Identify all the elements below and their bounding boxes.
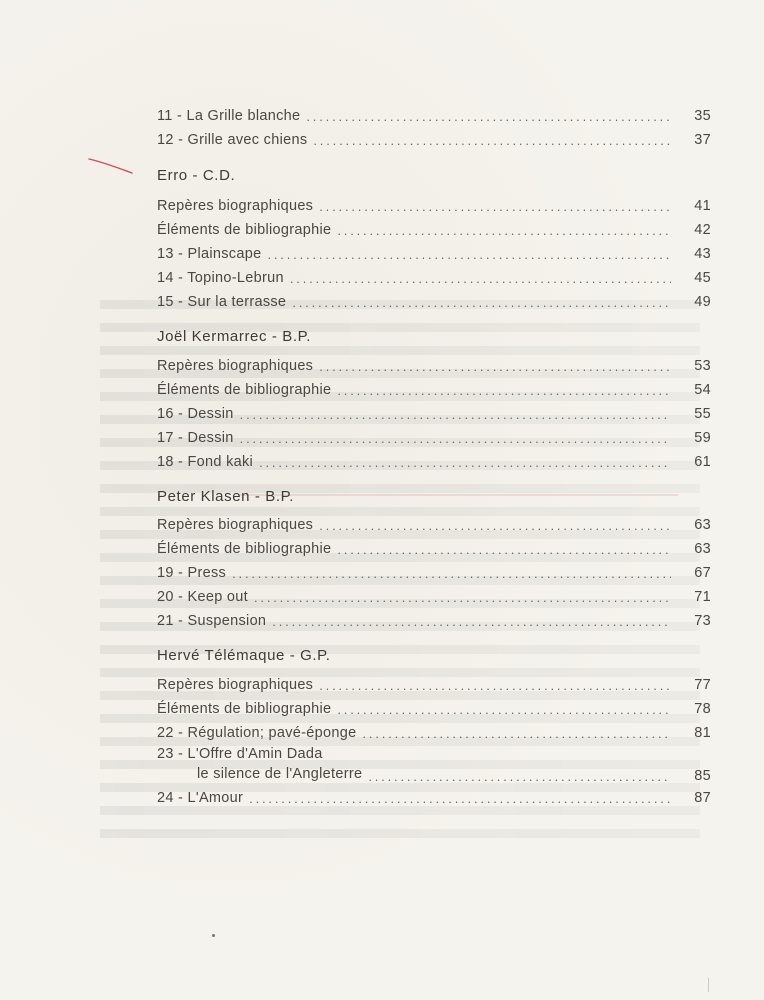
toc-entry: [157, 404, 711, 422]
toc-entry: [157, 220, 711, 238]
toc-entry-page: 87: [694, 790, 711, 806]
toc-entry-title: 17 - Dessin: [157, 430, 234, 446]
toc-entry: [157, 723, 711, 741]
toc-entry-page: 71: [694, 589, 711, 605]
toc-entry-title-line2: le silence de l'Angleterre: [197, 766, 363, 782]
toc-entry: [157, 356, 711, 374]
leader-dots: [337, 384, 671, 398]
toc-entry-page: 45: [694, 270, 711, 286]
leader-dots: [319, 200, 671, 214]
toc-entry-title: 20 - Keep out: [157, 589, 248, 605]
toc-entry-page: 63: [694, 517, 711, 533]
leader-dots: [254, 591, 671, 605]
toc-entry: [157, 675, 711, 693]
paper-speck: [212, 934, 215, 937]
toc-entry-title: Repères biographiques: [157, 358, 314, 374]
leader-dots: [337, 224, 671, 238]
leader-dots: [267, 248, 671, 262]
toc-entry-title: Repères biographiques: [157, 517, 314, 533]
section-heading: Peter Klasen - B.P.: [157, 488, 295, 505]
leader-dots: [319, 679, 671, 693]
paper-edge-mark: [708, 978, 709, 992]
section-heading: Hervé Télémaque - G.P.: [157, 647, 331, 664]
toc-entry-title: Éléments de bibliographie: [157, 701, 332, 717]
toc-entry: [157, 788, 711, 806]
toc-entry-title: 11 - La Grille blanche: [157, 108, 301, 124]
toc-entry-page: 61: [694, 454, 711, 470]
leader-dots: [319, 519, 671, 533]
toc-entry: [157, 452, 711, 470]
toc-entry-title: 24 - L'Amour: [157, 790, 244, 806]
toc-entry: [157, 106, 711, 124]
leader-dots: [240, 408, 671, 422]
toc-entry-title: 14 - Topino-Lebrun: [157, 270, 284, 286]
toc-entry: [157, 380, 711, 398]
toc-entry-page: 42: [694, 222, 711, 238]
toc-entry-page: 54: [694, 382, 711, 398]
toc-entry-title: 13 - Plainscape: [157, 246, 262, 262]
section-heading: Erro - C.D.: [157, 167, 236, 184]
leader-dots: [292, 296, 671, 310]
toc-entry-page: 85: [694, 768, 711, 784]
leader-dots: [306, 110, 671, 124]
toc-entry-page: 41: [694, 198, 711, 214]
toc-entry-page: 43: [694, 246, 711, 262]
leader-dots: [272, 615, 671, 629]
toc-entry-title-line1: 23 - L'Offre d'Amin Dada: [157, 746, 323, 762]
leader-dots: [259, 456, 671, 470]
toc-entry-page: 73: [694, 613, 711, 629]
toc-entry-title: 15 - Sur la terrasse: [157, 294, 287, 310]
toc-entry-title: 12 - Grille avec chiens: [157, 132, 308, 148]
toc-entry-title: 18 - Fond kaki: [157, 454, 254, 470]
toc-entry: [157, 587, 711, 605]
leader-dots: [337, 543, 671, 557]
toc-entry-title: 19 - Press: [157, 565, 227, 581]
leader-dots: [313, 134, 671, 148]
leader-dots: [337, 703, 671, 717]
toc-entry: [157, 699, 711, 717]
toc-entry: [157, 292, 711, 310]
toc-entry-page: 67: [694, 565, 711, 581]
toc-entry-title: [157, 744, 368, 784]
toc-entry-title: 16 - Dessin: [157, 406, 234, 422]
toc-entry: [157, 130, 711, 148]
toc-entry-page: 53: [694, 358, 711, 374]
toc-entry-page: 37: [694, 132, 711, 148]
toc-entry-page: 59: [694, 430, 711, 446]
leader-dots: [362, 727, 671, 741]
toc-entry-title: Repères biographiques: [157, 677, 314, 693]
toc-entry: [157, 268, 711, 286]
toc-entry-title: 22 - Régulation; pavé-éponge: [157, 725, 357, 741]
leader-dots: [240, 432, 671, 446]
toc-entry-page: 49: [694, 294, 711, 310]
toc-entry: [157, 563, 711, 581]
section-heading: Joël Kermarrec - B.P.: [157, 328, 312, 345]
toc-entry: [157, 611, 711, 629]
leader-dots: [319, 360, 671, 374]
toc-entry-title: Éléments de bibliographie: [157, 541, 332, 557]
toc-entry: [157, 428, 711, 446]
toc-entry-page: 77: [694, 677, 711, 693]
toc-entry-page: 81: [694, 725, 711, 741]
toc-entry: [157, 744, 711, 784]
toc-entry-page: 78: [694, 701, 711, 717]
toc-entry-page: 55: [694, 406, 711, 422]
toc-entry-page: 63: [694, 541, 711, 557]
leader-dots: [368, 770, 671, 784]
toc-entry-page: 35: [694, 108, 711, 124]
toc-entry: [157, 196, 711, 214]
toc-entry-title: Éléments de bibliographie: [157, 382, 332, 398]
toc-entry: [157, 244, 711, 262]
leader-dots: [249, 792, 671, 806]
toc-entry-title: Éléments de bibliographie: [157, 222, 332, 238]
toc-entry-title: Repères biographiques: [157, 198, 314, 214]
toc-entry-title: 21 - Suspension: [157, 613, 267, 629]
toc-entry: [157, 539, 711, 557]
toc-entry: [157, 515, 711, 533]
leader-dots: [290, 272, 671, 286]
leader-dots: [232, 567, 671, 581]
